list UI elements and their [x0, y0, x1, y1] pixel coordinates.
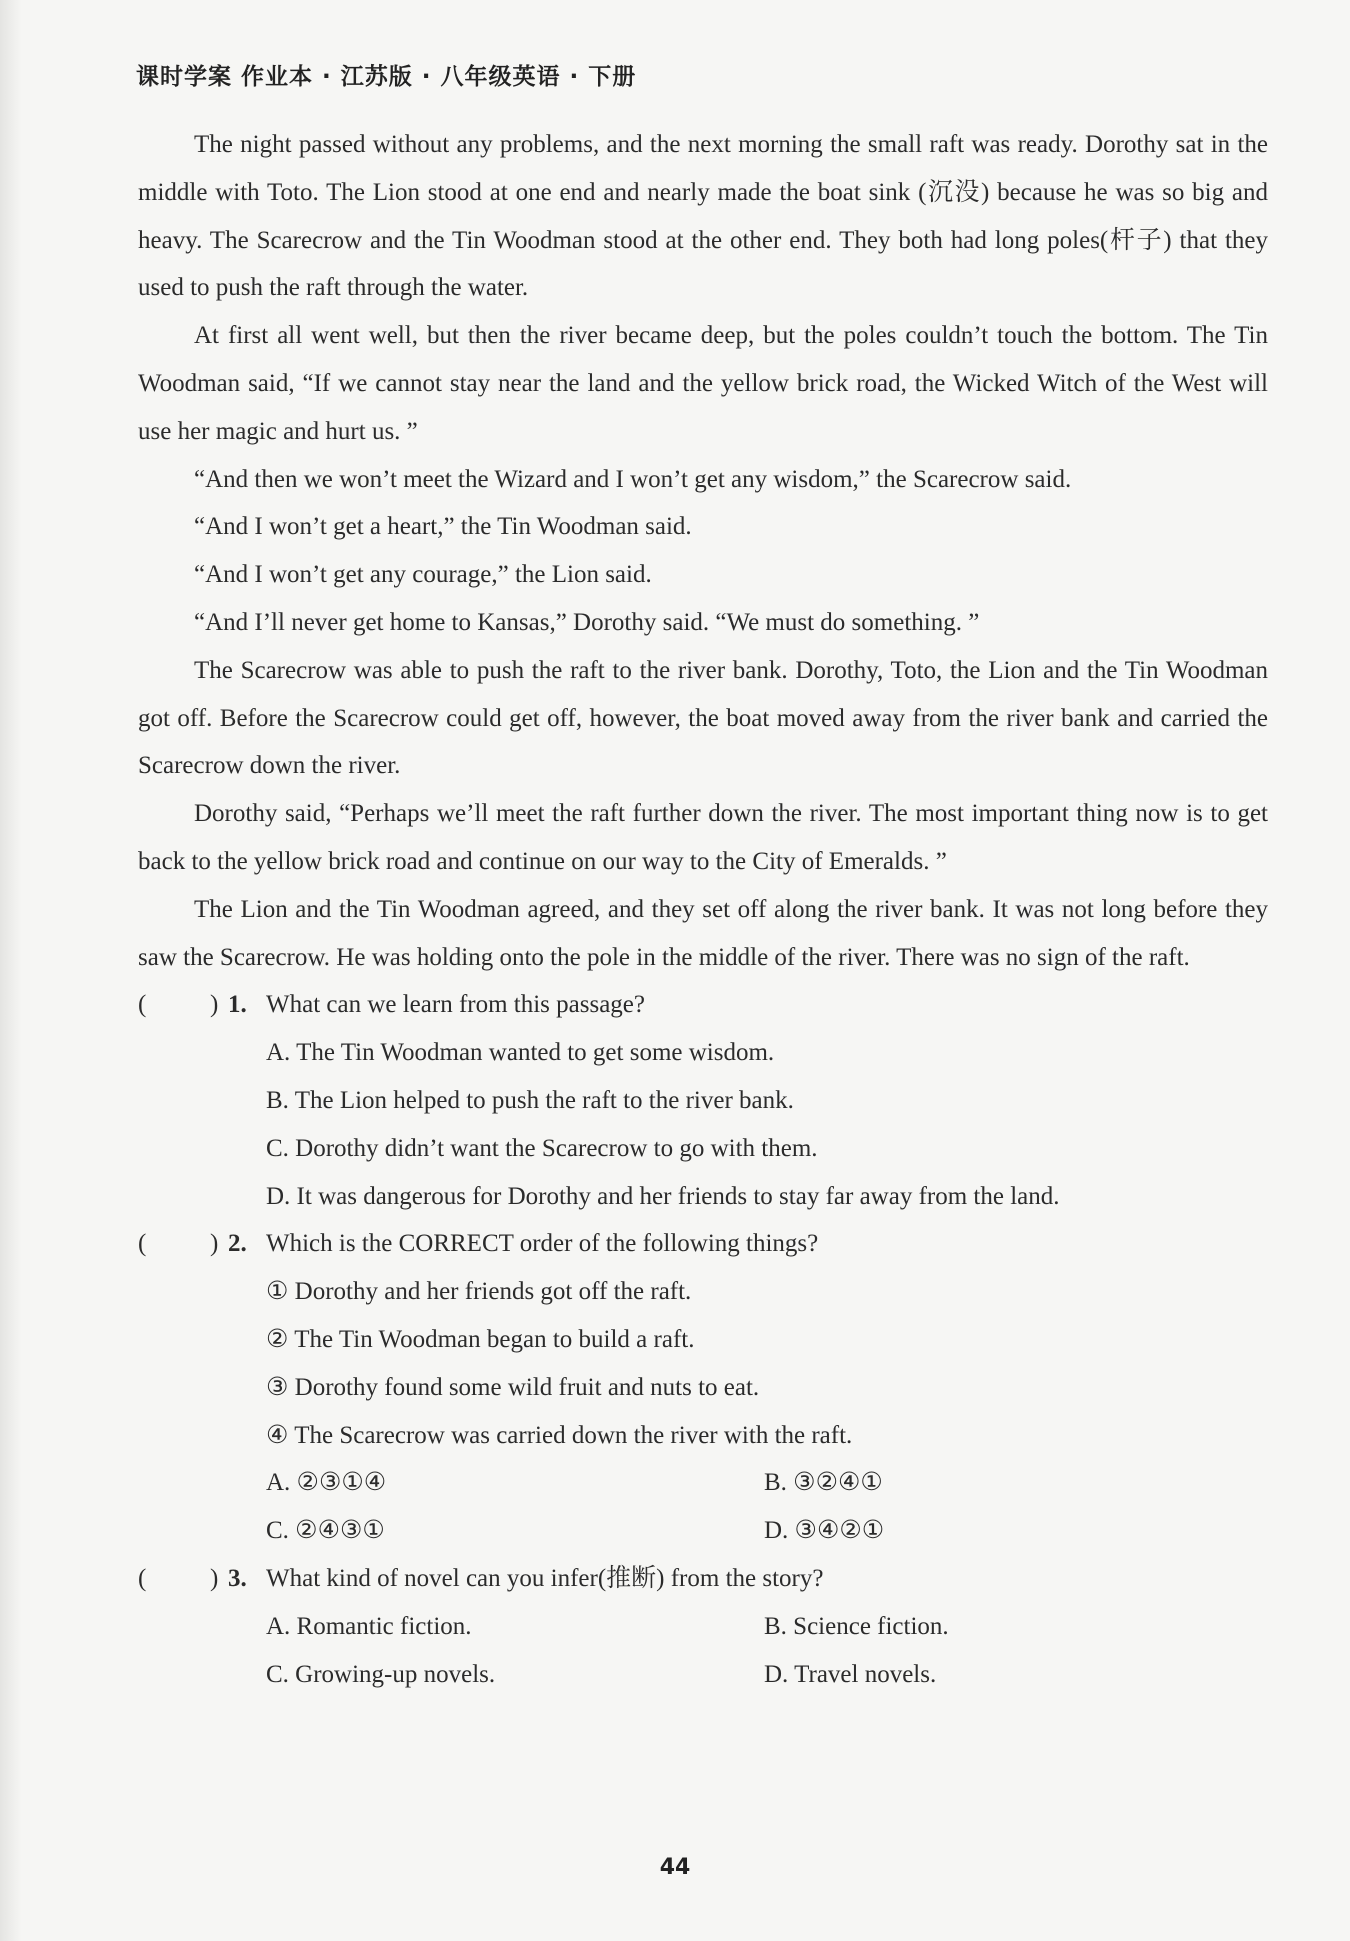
paragraph: At first all went well, but then the river became deep, but the poles couldn’t touch the bottom. The Tin Woodman said, “If we cannot stay near the land and the yellow brick road, the Wicked Witch of the West will use her magic and hurt us. ” — [138, 322, 1268, 445]
option-d: D. Travel novels. — [764, 1660, 937, 1688]
option-c: C. ②④③① — [266, 1517, 385, 1545]
event-4: ④ The Scarecrow was carried down the river with the raft. — [266, 1421, 853, 1449]
event-row — [138, 1412, 1268, 1460]
page-number: 44 — [659, 1855, 691, 1880]
option-c: C. Growing-up novels. — [266, 1660, 496, 1688]
answer-bracket-open: ( — [138, 1564, 147, 1592]
option-a: A. The Tin Woodman wanted to get some wisdom. — [266, 1039, 775, 1067]
option-row — [138, 1125, 1268, 1173]
option-b: B. The Lion helped to push the raft to the river bank. — [266, 1086, 794, 1114]
answer-bracket-close: ) — [210, 1564, 219, 1592]
option-row — [138, 1029, 1268, 1077]
question-text: What kind of novel can you infer(推断) from the story? — [266, 1564, 824, 1592]
option-b: B. ③②④① — [764, 1469, 883, 1497]
paragraph: Dorothy said, “Perhaps we’ll meet the raft further down the river. The most important thing now is to get back to the yellow brick road and continue on our way to the City of Emeralds. ” — [138, 800, 1268, 875]
question-2 — [138, 1220, 1268, 1268]
option-row — [138, 1459, 1268, 1507]
option-row — [138, 1603, 1268, 1651]
question-text: What can we learn from this passage? — [266, 991, 646, 1019]
paragraph: “And I won’t get a heart,” the Tin Woodman said. — [194, 513, 692, 541]
event-row — [138, 1364, 1268, 1412]
paragraph: The night passed without any problems, and the next morning the small raft was ready. Dorothy sat in the middle with Toto. The Lion stood at one end and nearly made the boat sink (沉没) because he was so big and heavy. The Scarecrow and the Tin Woodman stood at the other end. They both had long poles(杆子) that they used to push the raft through the water. — [138, 131, 1268, 302]
paragraph: “And I’ll never get home to Kansas,” Dorothy said. “We must do something. ” — [194, 608, 980, 636]
answer-bracket-open: ( — [138, 991, 147, 1019]
answer-bracket-close: ) — [210, 991, 219, 1019]
event-row — [138, 1268, 1268, 1316]
paragraph: “And I won’t get any courage,” the Lion said. — [194, 561, 652, 589]
option-row — [138, 1507, 1268, 1555]
event-row — [138, 1316, 1268, 1364]
question-number: 2. — [228, 1230, 247, 1258]
option-c: C. Dorothy didn’t want the Scarecrow to go with them. — [266, 1134, 818, 1162]
option-row — [138, 1173, 1268, 1221]
question-number: 1. — [228, 991, 247, 1019]
question-3 — [138, 1555, 1268, 1603]
page-header: 课时学案 作业本 · 江苏版 · 八年级英语 · 下册 — [136, 64, 637, 90]
paragraph: The Scarecrow was able to push the raft to the river bank. Dorothy, Toto, the Lion and the Tin Woodman got off. Before the Scarecrow could get off, however, the boat moved away from the river bank and carried the Scarecrow down the river. — [138, 656, 1268, 780]
passage-content — [138, 121, 1268, 1698]
option-a: A. ②③①④ — [266, 1469, 387, 1497]
option-d: D. It was dangerous for Dorothy and her friends to stay far away from the land. — [266, 1182, 1060, 1210]
event-2: ② The Tin Woodman began to build a raft. — [266, 1325, 695, 1353]
option-d: D. ③④②① — [764, 1517, 885, 1545]
answer-bracket-close: ) — [210, 1230, 219, 1258]
page-edge-shadow — [0, 0, 22, 1941]
answer-bracket-open: ( — [138, 1230, 147, 1258]
question-text: Which is the CORRECT order of the following things? — [266, 1230, 819, 1258]
question-1 — [138, 981, 1268, 1029]
option-a: A. Romantic fiction. — [266, 1612, 472, 1640]
event-1: ① Dorothy and her friends got off the raft. — [266, 1278, 692, 1306]
event-3: ③ Dorothy found some wild fruit and nuts to eat. — [266, 1373, 760, 1401]
paragraph: The Lion and the Tin Woodman agreed, and they set off along the river bank. It was not long before they saw the Scarecrow. He was holding onto the pole in the middle of the river. There was no sign of the raft. — [138, 895, 1268, 971]
paragraph: “And then we won’t meet the Wizard and I won’t get any wisdom,” the Scarecrow said. — [194, 465, 1072, 493]
option-row — [138, 1651, 1268, 1699]
option-row — [138, 1077, 1268, 1125]
question-number: 3. — [228, 1564, 247, 1592]
option-b: B. Science fiction. — [764, 1612, 949, 1640]
